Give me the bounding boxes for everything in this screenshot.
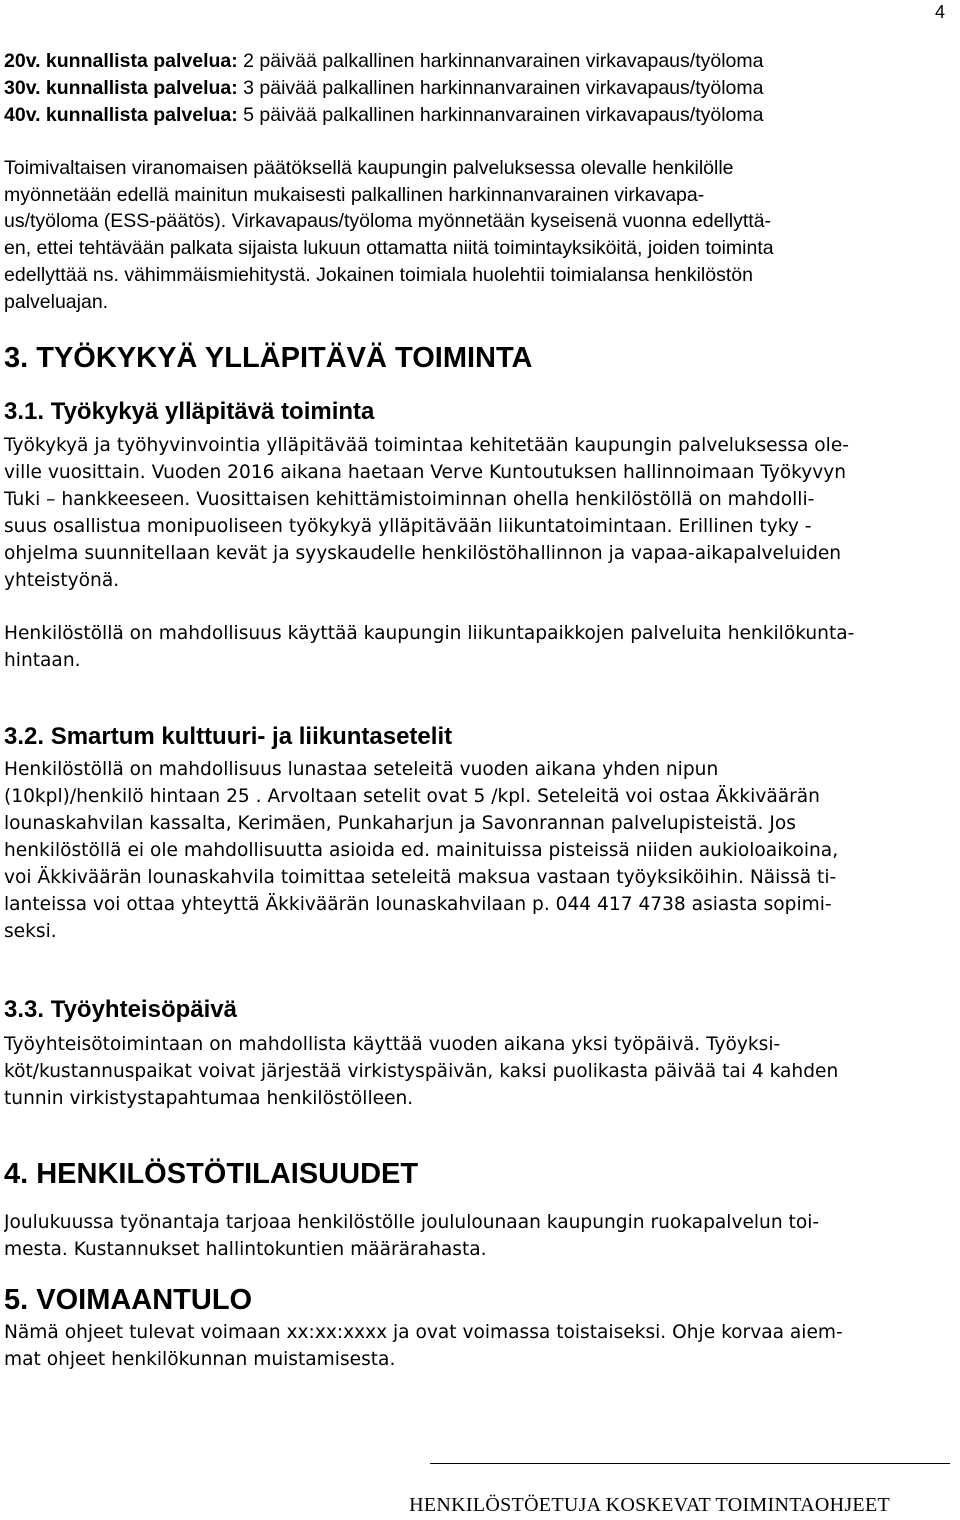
subsection-3-1-heading: 3.1. Työkykyä ylläpitävä toiminta [4, 398, 375, 426]
paragraph-line: ohjelma suunnitellaan kevät ja syyskaudelle henkilöstöhallinnon ja vapaa-aikapalveluiden [4, 543, 842, 565]
vacation-line-label: 40v. kunnallista palvelua: [4, 104, 238, 126]
subsection-3-2-paragraph [4, 756, 944, 945]
paragraph-line: voi Äkkiväärän lounaskahvila toimittaa seteleitä maksua vastaan työyksiköihin. Näissä ti- [4, 867, 837, 889]
subsection-3-3-heading: 3.3. Työyhteisöpäivä [4, 996, 237, 1024]
subsection-3-3-paragraph [4, 1031, 944, 1112]
paragraph-line: yhteistyönä. [4, 570, 120, 592]
vacation-line-label: 20v. kunnallista palvelua: [4, 50, 238, 72]
paragraph-line: tunnin virkistystapahtumaa henkilöstölleen. [4, 1088, 414, 1110]
vacation-line-20v [4, 48, 944, 75]
paragraph-line: mat ohjeet henkilökunnan muistamisesta. [4, 1349, 396, 1371]
paragraph-line: Työyhteisötoimintaan on mahdollista käyttää vuoden aikana yksi työpäivä. Työyksi- [4, 1034, 781, 1056]
vacation-line-30v [4, 75, 944, 102]
paragraph-line: lanteissa voi ottaa yhteyttä Äkkiväärän lounaskahvilaan p. 044 417 4738 asiasta sopimi- [4, 894, 832, 916]
paragraph-line: suus osallistua monipuoliseen työkykyä ylläpitävään liikuntatoimintaan. Erillinen tyky - [4, 516, 812, 538]
paragraph-line: mesta. Kustannukset hallintokuntien määrärahasta. [4, 1239, 487, 1261]
vacation-line-text: 5 päivää palkallinen harkinnanvarainen virkavapaus/työloma [237, 104, 764, 126]
vacation-line-text: 2 päivää palkallinen harkinnanvarainen virkavapaus/työloma [237, 50, 764, 72]
paragraph-line: hintaan. [4, 650, 81, 672]
paragraph-line: lounaskahvilan kassalta, Kerimäen, Punkaharjun ja Savonrannan palvelupisteistä. Jos [4, 813, 796, 835]
paragraph-line: Nämä ohjeet tulevat voimaan xx:xx:xxxx ja ovat voimassa toistaiseksi. Ohje korvaa aiem- [4, 1322, 843, 1344]
subsection-3-1-paragraph-2 [4, 620, 944, 674]
subsection-3-1-paragraph-1 [4, 432, 944, 594]
section-5-heading: 5. VOIMAANTULO [4, 1284, 253, 1317]
intro-paragraph [4, 155, 944, 315]
footer-title: HENKILÖSTÖETUJA KOSKEVAT TOIMINTAOHJEET [409, 1494, 890, 1516]
paragraph-line: Henkilöstöllä on mahdollisuus käyttää kaupungin liikuntapaikkojen palveluita henkilökunta- [4, 623, 855, 645]
paragraph-line: palveluajan. [4, 290, 109, 313]
paragraph-line: Tuki – hankkeeseen. Vuosittaisen kehittämistoiminnan ohella henkilöstöllä on mahdolli- [4, 489, 815, 511]
paragraph-line: us/työloma (ESS-päätös). Virkavapaus/työloma myönnetään kyseisenä vuonna edellyttä- [4, 210, 772, 233]
paragraph-line: köt/kustannuspaikat voivat järjestää virkistyspäivän, kaksi puolikasta päivää tai 4 kahden [4, 1061, 839, 1083]
vacation-line-text: 3 päivää palkallinen harkinnanvarainen virkavapaus/työloma [237, 77, 764, 99]
section-4-heading: 4. HENKILÖSTÖTILAISUUDET [4, 1158, 419, 1191]
vacation-days-list [4, 48, 944, 129]
paragraph-line: en, ettei tehtävään palkata sijaista lukuun ottamatta niitä toimintayksiköitä, joiden toiminta [4, 237, 774, 260]
paragraph-line: ville vuosittain. Vuoden 2016 aikana haetaan Verve Kuntoutuksen hallinnoimaan Työkyvyn [4, 462, 847, 484]
paragraph-line: edellyttää ns. vähimmäismiehitystä. Jokainen toimiala huolehtii toimialansa henkilöstön [4, 263, 753, 286]
subsection-3-2-heading: 3.2. Smartum kulttuuri- ja liikuntasetelit [4, 723, 453, 751]
page-number: 4 [935, 2, 946, 22]
paragraph-line: myönnetään edellä mainitun mukaisesti palkallinen harkinnanvarainen virkavapa- [4, 183, 705, 206]
vacation-line-label: 30v. kunnallista palvelua: [4, 77, 238, 99]
paragraph-line: Työkykyä ja työhyvinvointia ylläpitävää toimintaa kehitetään kaupungin palveluksessa ole- [4, 435, 849, 457]
footer-divider [430, 1463, 950, 1464]
paragraph-line: Joulukuussa työnantaja tarjoaa henkilöstölle joululounaan kaupungin ruokapalvelun toi- [4, 1212, 820, 1234]
paragraph-line: Henkilöstöllä on mahdollisuus lunastaa seteleitä vuoden aikana yhden nipun [4, 759, 719, 781]
section-3-heading: 3. TYÖKYKYÄ YLLÄPITÄVÄ TOIMINTA [4, 342, 533, 375]
section-5-paragraph [4, 1319, 944, 1373]
page-content [4, 48, 944, 1520]
vacation-line-40v [4, 102, 944, 129]
section-4-paragraph [4, 1209, 944, 1263]
paragraph-line: seksi. [4, 921, 57, 943]
paragraph-line: Toimivaltaisen viranomaisen päätöksellä kaupungin palveluksessa olevalle henkilölle [4, 157, 734, 179]
paragraph-line: henkilöstöllä ei ole mahdollisuutta asioida ed. mainituissa pisteissä niiden aukioloaikoina, [4, 840, 839, 862]
paragraph-line: (10kpl)/henkilö hintaan 25 . Arvoltaan setelit ovat 5 /kpl. Seteleitä voi ostaa Äkkiväärän [4, 786, 820, 808]
